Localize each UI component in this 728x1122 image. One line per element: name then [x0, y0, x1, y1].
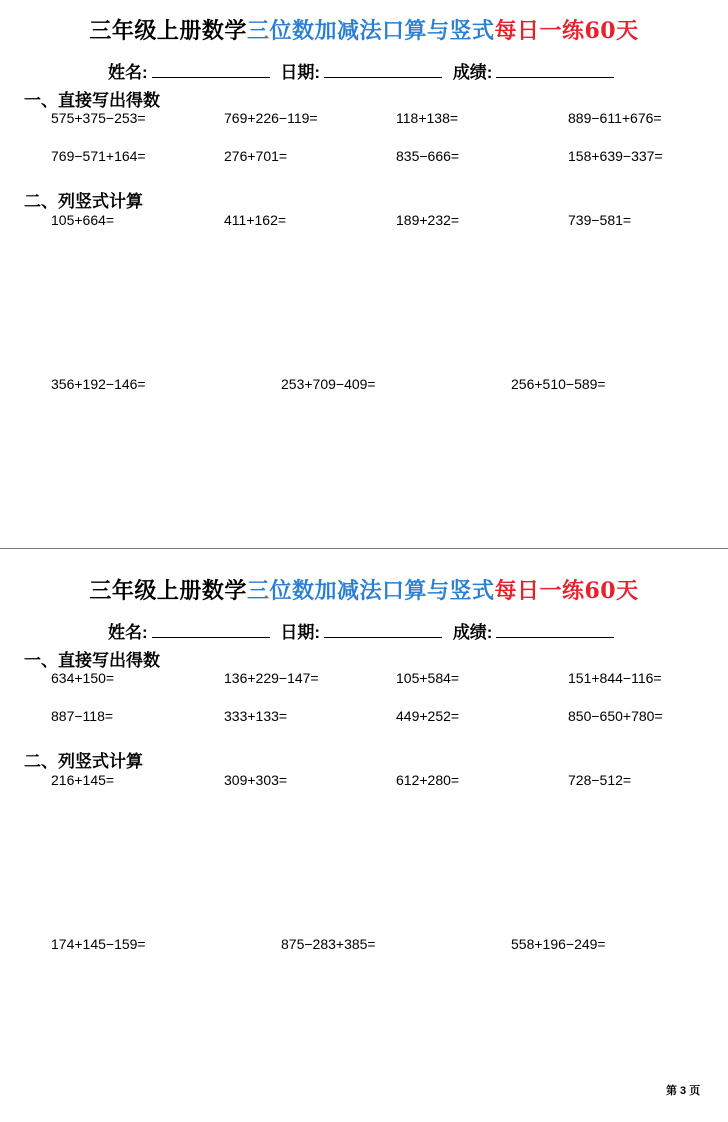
vertical-problem: 558+196−249=: [511, 936, 606, 952]
title-part-black: 三年级上册数学: [89, 18, 247, 44]
date-blank[interactable]: [324, 63, 442, 78]
mental-problem: 634+150=: [51, 670, 115, 686]
date-label: 日期:: [280, 63, 321, 82]
worksheet-2: [0, 560, 728, 1108]
mental-problem: 889−611+676=: [568, 110, 662, 126]
mental-problem: 575+375−253=: [51, 110, 146, 126]
vertical-problem: 189+232=: [396, 212, 460, 228]
mental-problem: 333+133=: [224, 708, 288, 724]
mental-problem: 158+639−337=: [568, 148, 663, 164]
section-heading-mental: 一、直接写出得数: [24, 91, 160, 110]
vertical-problem: 728−512=: [568, 772, 632, 788]
worksheet-1: [0, 0, 728, 548]
title-part-black: 三年级上册数学: [89, 578, 247, 604]
score-blank[interactable]: [496, 63, 614, 78]
section-heading-vertical: 二、列竖式计算: [24, 192, 143, 211]
vertical-problem: 256+510−589=: [511, 376, 606, 392]
score-label: 成绩:: [452, 623, 493, 642]
mental-problem: 276+701=: [224, 148, 288, 164]
mental-problem: 136+229−147=: [224, 670, 319, 686]
title-part-red: 每日一练60天: [494, 18, 639, 44]
mental-problem: 151+844−116=: [568, 670, 662, 686]
student-info-row: [108, 58, 620, 83]
worksheet-title: [0, 14, 728, 45]
vertical-problem: 875−283+385=: [281, 936, 376, 952]
name-blank[interactable]: [152, 63, 270, 78]
worksheet-title: [0, 574, 728, 605]
vertical-problem: 174+145−159=: [51, 936, 146, 952]
vertical-problem: 216+145=: [51, 772, 115, 788]
mental-problem: 449+252=: [396, 708, 460, 724]
date-blank[interactable]: [324, 623, 442, 638]
vertical-problem: 739−581=: [568, 212, 632, 228]
name-label: 姓名:: [108, 63, 148, 82]
mental-problem: 769+226−119=: [224, 110, 318, 126]
title-part-red: 每日一练60天: [494, 578, 639, 604]
title-part-blue: 三位数加减法口算与竖式: [246, 578, 495, 604]
vertical-problem: 612+280=: [396, 772, 460, 788]
page-number: 第 3 页: [666, 1085, 701, 1097]
sheet-divider: [0, 548, 728, 549]
date-label: 日期:: [280, 623, 321, 642]
mental-problem: 118+138=: [396, 110, 459, 126]
vertical-problem: 253+709−409=: [281, 376, 376, 392]
name-label: 姓名:: [108, 623, 148, 642]
section-heading-mental: 一、直接写出得数: [24, 651, 160, 670]
mental-problem: 850−650+780=: [568, 708, 663, 724]
title-part-blue: 三位数加减法口算与竖式: [246, 18, 495, 44]
score-blank[interactable]: [496, 623, 614, 638]
mental-problem: 887−118=: [51, 708, 114, 724]
score-label: 成绩:: [452, 63, 493, 82]
vertical-problem: 105+664=: [51, 212, 115, 228]
vertical-problem: 309+303=: [224, 772, 288, 788]
section-heading-vertical: 二、列竖式计算: [24, 752, 143, 771]
mental-problem: 835−666=: [396, 148, 460, 164]
vertical-problem: 356+192−146=: [51, 376, 146, 392]
mental-problem: 769−571+164=: [51, 148, 146, 164]
vertical-problem: 411+162=: [224, 212, 287, 228]
name-blank[interactable]: [152, 623, 270, 638]
student-info-row: [108, 618, 620, 643]
mental-problem: 105+584=: [396, 670, 460, 686]
